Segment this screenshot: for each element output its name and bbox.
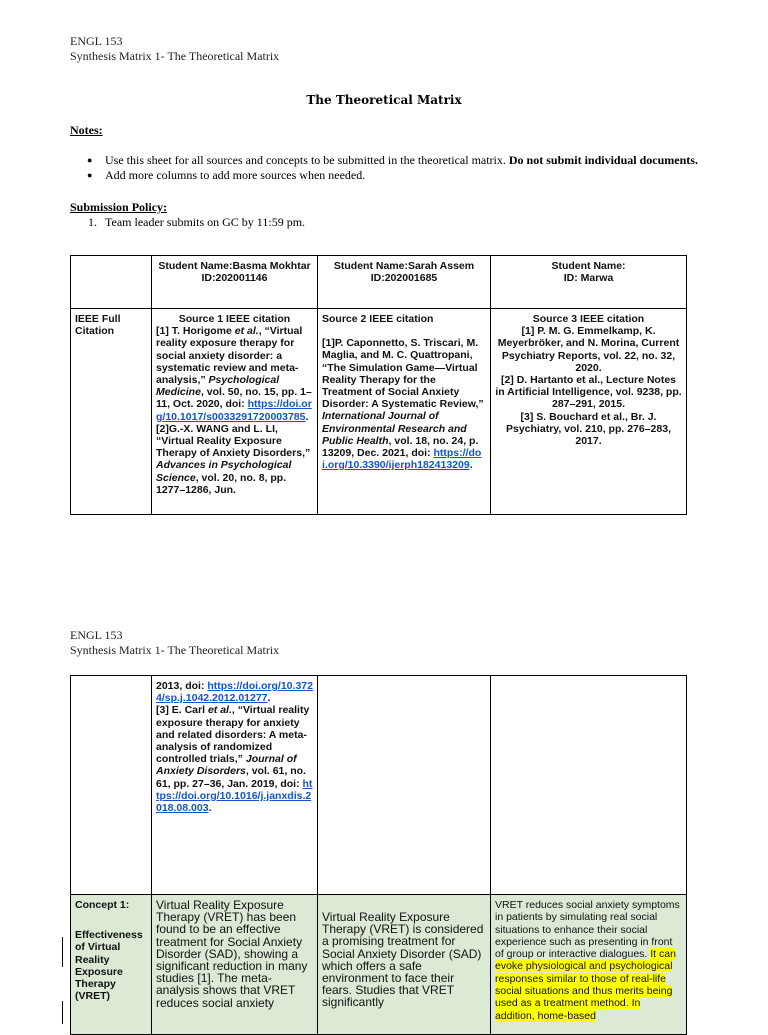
course-code: ENGL 153 [70, 34, 123, 48]
running-header [70, 628, 279, 658]
concept-1-row [71, 895, 687, 1035]
document-subtitle: Synthesis Matrix 1- The Theoretical Matrix [70, 643, 280, 657]
list-item: ● Add more columns to add more sources when needed. [70, 168, 698, 183]
table-header-row [71, 256, 687, 309]
doi-link[interactable]: https://doi.org/10.1017/s0033291720003785 [156, 398, 312, 423]
notes-list [70, 153, 698, 183]
policy-list [70, 215, 305, 230]
row-label-citation: IEEE Full Citation [71, 309, 152, 515]
concept-1-source-1: Virtual Reality Exposure Therapy (VRET) has been found to be an effective treatment for Social Anxiety Disorder (SAD), showing a significant reduction in many studies [1]. The meta-analysis shows that VRET reduces social anxiety [152, 895, 318, 1035]
doi-link[interactable]: https://doi.org/10.1016/j.janxdis.2018.08.003 [156, 777, 313, 815]
source-1-citation: Source 1 IEEE citation [1] T. Horigome et al., “Virtual reality exposure therapy for social anxiety disorder: a systematic review and meta-analysis,” Psychological Medicine, vol. 50, no. 15, pp. 1–11, Oct. 2020, doi: https://doi.org/10.1017/s0033291720003785. [2]G.-X. WANG and L. LI, “Virtual Reality Exposure Therapy of Anxiety Disorders,” Advances in Psychological Science, vol. 20, no. 8, pp. 1277–1286, Jun. [152, 309, 318, 515]
doi-link[interactable]: https://doi.org/10.3390/ijerph182413209 [322, 447, 482, 472]
concept-label-cell: Concept 1: Effectiveness of Virtual Reality Exposure Therapy (VRET) [71, 895, 152, 1035]
doi-link[interactable]: https://doi.org/10.3724/sp.j.1042.2012.01277 [156, 680, 313, 705]
notes-heading: Notes: [70, 123, 103, 137]
highlighted-text: It can evoke physiological and psychological responses similar to those of real-life social situations and thus merits being used as a treatment method. In addition, home-based [495, 948, 676, 1022]
submission-policy-heading: Submission Policy: [70, 200, 168, 214]
source-3-citation: Source 3 IEEE citation [1] P. M. G. Emmelkamp, K. Meyerbröker, and N. Morina, Current Psychiatry Reports, vol. 22, no. 32, 2020. [2] D. Hartanto et al., Lecture Notes in Artificial Intelligence, vol. 9238, pp. 287–291, 2015. [3] S. Bouchard et al., Br. J. Psychiatry, vol. 210, pp. 276–283, 2017. [491, 309, 687, 515]
table-cell [71, 676, 152, 895]
student-2-header: Student Name:Sarah Assem ID:202001685 [318, 256, 491, 309]
list-item: ● Use this sheet for all sources and concepts to be submitted in the theoretical matrix. Do not submit individual documents. [70, 153, 698, 168]
concept-1-source-2: Virtual Reality Exposure Therapy (VRET) is considered a promising treatment for Social Anxiety Disorder (SAD) which offers a safe environment to face their fears. Studies that VRET significantly [318, 895, 491, 1035]
list-item: 1. Team leader submits on GC by 11:59 pm. [88, 215, 306, 229]
concept-name: Effectiveness of Virtual Reality Exposure Therapy (VRET) [75, 929, 143, 1003]
matrix-table-page1 [70, 255, 687, 515]
concept-1-source-3: VRET reduces social anxiety symptoms in patients by simulating real social situations to enhance their social experience such as presenting in front of group or interactive dialogues. It can evoke physiological and psychological responses similar to those of real-life social situations and thus merits being used as a treatment method. In addition, home-based [491, 895, 687, 1035]
table-cell [71, 256, 152, 309]
text-cursor [62, 937, 63, 967]
text-cursor [62, 1001, 63, 1024]
source-2-citation: Source 2 IEEE citation [1]P. Caponnetto, S. Triscari, M. Maglia, and M. C. Quattropani, “The Simulation Game—Virtual Reality Therapy for the Treatment of Social Anxiety Disorder: A Systematic Review,” International Journal of Environmental Research and Public Health, vol. 18, no. 24, p. 13209, Dec. 2021, doi: https://doi.org/10.3390/ijerph182413209. [318, 309, 491, 515]
page-title: The Theoretical Matrix [306, 93, 462, 107]
matrix-table-page2 [70, 675, 687, 1035]
document-subtitle: Synthesis Matrix 1- The Theoretical Matrix [70, 49, 280, 63]
course-code: ENGL 153 [70, 628, 123, 642]
source-1-citation-continued: 2013, doi: https://doi.org/10.3724/sp.j.1042.2012.01277. [3] E. Carl et al., “Virtual reality exposure therapy for anxiety and related disorders: A meta-analysis of randomized controlled trials,” Journal of Anxiety Disorders, vol. 61, no. 61, pp. 27–36, Jan. 2019, doi: https://doi.org/10.1016/j.janxdis.2018.08.003. [152, 676, 318, 895]
student-3-header: Student Name: ID: Marwa [491, 256, 687, 309]
running-header [70, 34, 279, 64]
table-row [71, 676, 687, 895]
table-cell [318, 676, 491, 895]
table-cell [491, 676, 687, 895]
table-row [71, 309, 687, 515]
student-1-header: Student Name:Basma Mokhtar ID:202001146 [152, 256, 318, 309]
